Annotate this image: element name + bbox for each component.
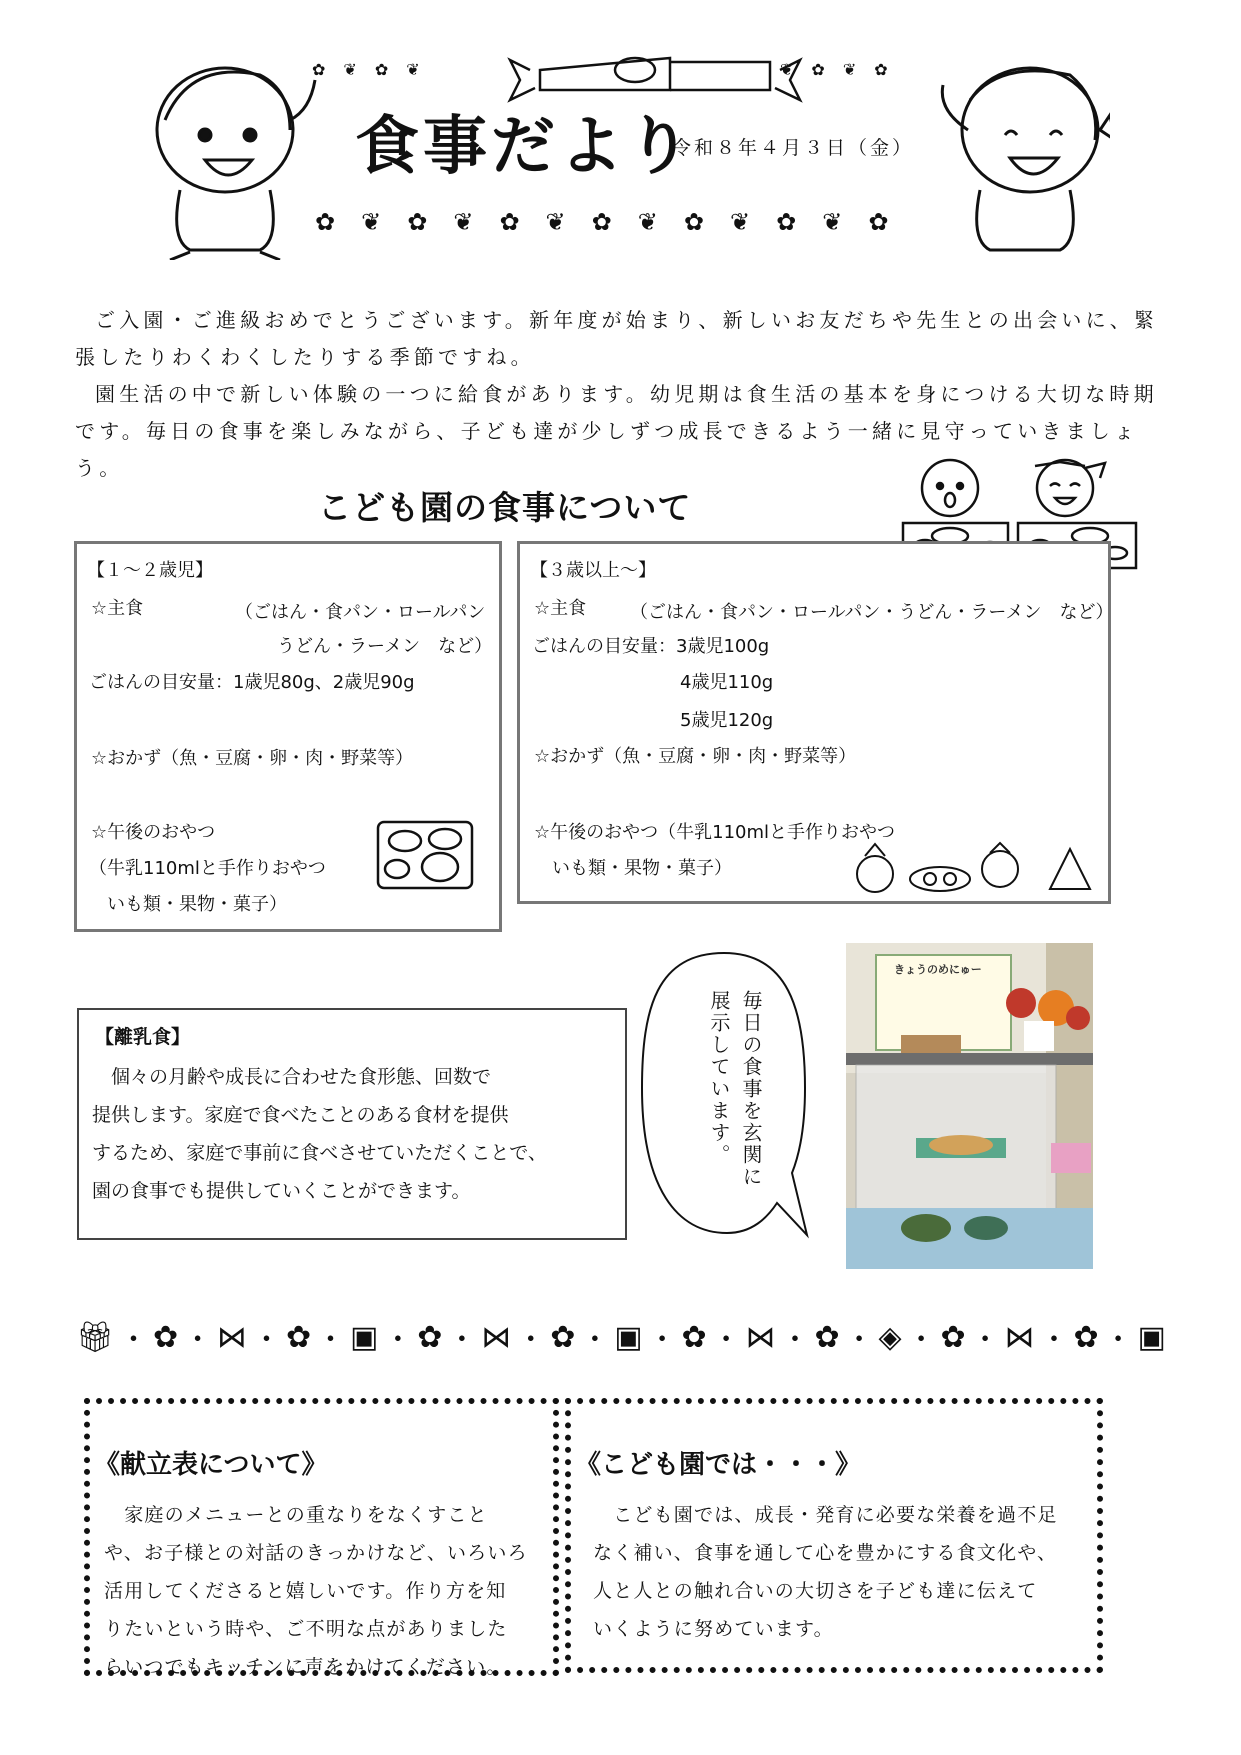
- menu-section-line: 家庭のメニューとの重なりをなくすこと: [104, 1504, 488, 1526]
- flower-icon: ✿: [811, 60, 825, 79]
- flower-icon: ✿: [940, 1319, 966, 1355]
- box-heading: 【１～２歳児】: [87, 560, 213, 581]
- leaf-icon: ❦: [729, 208, 751, 236]
- leaf-icon: ❦: [545, 208, 566, 236]
- leaf-icon: ❦: [406, 60, 420, 79]
- leaf-icon: ❦: [637, 208, 658, 236]
- intro-paragraph: 園生活の中で新しい体験の一つに給食があります。幼児期は食生活の基本を身につける大切な時期です。毎日の食事を楽しみながら、子ども達が少しずつ成長できるよう一緒に見守っていきましょう。: [75, 382, 1158, 480]
- kodomo-section-heading: 《こども園では・・・》: [575, 1450, 862, 1480]
- staple-note: （ごはん・食パン・ロールパン: [235, 602, 486, 623]
- kodomo-section-box: [565, 1398, 1103, 1673]
- flower-icon: ✿: [153, 1319, 179, 1355]
- kodomo-section-line: 人と人との触れ合いの大切さを子ども達に伝えて: [593, 1580, 1038, 1602]
- menu-sign: きょうのめにゅー: [894, 963, 982, 976]
- intro-paragraph: ご入園・ご進級おめでとうございます。新年度が始まり、新しいお友だちや先生との出会いに、緊張したりわくわくしたりする季節ですね。: [75, 308, 1159, 369]
- menu-section-line: りたいという時や、ご不明な点がありました: [104, 1618, 508, 1640]
- kodomo-section-text: [593, 1496, 1058, 1648]
- flower-row-top-right: [780, 60, 888, 79]
- display-case-photo: [846, 943, 1093, 1269]
- baby-food-box: [77, 1008, 627, 1240]
- child-right-illustration: [942, 68, 1110, 250]
- flower-icon: ✿: [814, 1319, 840, 1355]
- flower-icon: ✿: [683, 208, 704, 236]
- rice-amount: ごはんの目安量：3歳児100g: [532, 636, 770, 657]
- snack-note: （牛乳110mlと手作りおやつ: [89, 858, 326, 879]
- rice-amount: ごはんの目安量：1歳児80g、2歳児90g: [89, 672, 415, 693]
- leaf-icon: ❦: [343, 60, 357, 79]
- bow-icon: ⋈: [481, 1319, 512, 1355]
- flower-icon: ✿: [285, 1319, 312, 1355]
- baby-food-line: 提供します。家庭で食べたことのある食材を提供: [92, 1104, 509, 1126]
- decorative-divider: 🎁︎ ・ ✿ ・ ⋈ ・ ✿ ・ ▣ ・ ✿ ・ ⋈ ・ ✿ ・ ▣ ・ ✿ ・ ⋈ ・ ✿ ・ ◈ ・ ✿ ・ ⋈ ・ ✿ ・ ▣: [76, 1319, 1166, 1358]
- kodomo-section-line: こども園では、成長・発育に必要な栄養を過不足: [593, 1504, 1058, 1526]
- baby-food-line: 園の食事でも提供していくことができます。: [92, 1180, 471, 1202]
- baby-food-title: 【離乳食】: [95, 1026, 191, 1048]
- baby-food-text: [92, 1058, 547, 1210]
- snack-label: ☆午後のおやつ: [91, 822, 216, 843]
- gift-icon: ▣: [614, 1319, 643, 1355]
- flower-icon: ✿: [681, 1319, 707, 1355]
- flower-icon: ✿: [315, 208, 336, 236]
- bow-icon: ⋈: [745, 1319, 776, 1355]
- flower-icon: ✿: [868, 208, 889, 236]
- flower-icon: ✿: [591, 208, 612, 236]
- flower-row-bottom: [315, 208, 888, 236]
- gift-icon: 🎁︎: [76, 1319, 115, 1355]
- menu-section-line: や、お子様との対話のきっかけなど、いろいろ: [104, 1542, 528, 1564]
- baby-food-line: するため、家庭で事前に食べさせていただくことで、: [92, 1142, 547, 1164]
- gift-icon: ▣: [350, 1319, 379, 1355]
- snack-note: いも類・果物・菓子）: [552, 858, 732, 879]
- bubble-text-2: 展示しています。: [707, 990, 731, 1166]
- flower-icon: ✿: [1073, 1319, 1099, 1355]
- snack-note: いも類・果物・菓子）: [107, 894, 287, 915]
- staple-label: ☆主食: [534, 598, 587, 619]
- menu-section-line: らいつでもキッチンに声をかけてください。: [104, 1656, 507, 1678]
- section-title: こども園の食事について: [318, 488, 692, 527]
- flower-icon: ✿: [417, 1319, 443, 1355]
- flower-icon: ✿: [499, 208, 520, 236]
- bubble-text-1: 毎日の食事を玄関に: [739, 990, 763, 1188]
- flower-row-top: [312, 60, 420, 79]
- leaf-icon: ❦: [780, 60, 794, 79]
- leaf-icon: ❦: [842, 60, 857, 79]
- rice-amount-4: 4歳児110g: [680, 672, 774, 693]
- gift-icon: ▣: [1137, 1319, 1166, 1355]
- flower-icon: ✿: [374, 60, 389, 79]
- candy-icon: ◈: [878, 1319, 902, 1355]
- leaf-icon: ❦: [822, 208, 843, 236]
- flower-icon: ✿: [312, 60, 326, 79]
- speech-bubble: [637, 948, 812, 1245]
- flower-icon: ✿: [550, 1319, 576, 1355]
- bow-icon: ⋈: [1004, 1319, 1035, 1355]
- staple-note: うどん・ラーメン など）: [277, 636, 493, 657]
- older-meal-box: [517, 541, 1114, 904]
- rice-amount-5: 5歳児120g: [680, 710, 774, 731]
- menu-section-line: 活用してくださると嬉しいです。作り方を知: [104, 1580, 507, 1602]
- snack: ☆午後のおやつ（牛乳110mlと手作りおやつ: [534, 822, 896, 843]
- side-dish: ☆おかず（魚・豆腐・卵・肉・野菜等）: [91, 748, 414, 769]
- menu-section-box: [84, 1398, 559, 1676]
- page-title: 食事だより: [355, 110, 695, 184]
- staple-note: （ごはん・食パン・ロールパン・うどん・ラーメン など）: [630, 602, 1114, 623]
- display-photo-drawing: [846, 943, 1093, 1269]
- staple-label: ☆主食: [91, 598, 144, 619]
- side-dish: ☆おかず（魚・豆腐・卵・肉・野菜等）: [534, 746, 857, 767]
- kodomo-section-line: なく補い、食事を通して心を豊かにする食文化や、: [593, 1542, 1058, 1564]
- flower-icon: ✿: [874, 60, 888, 79]
- leaf-icon: ❦: [453, 208, 474, 236]
- ribbon-icon: [510, 58, 800, 100]
- bow-icon: ⋈: [217, 1319, 248, 1355]
- meal-tray-icon: [375, 819, 475, 891]
- issue-date: 令和８年４月３日（金）: [672, 137, 915, 159]
- flower-icon: ✿: [407, 208, 428, 236]
- flower-icon: ✿: [776, 208, 797, 236]
- child-left-illustration: [157, 68, 315, 260]
- baby-food-line: 個々の月齢や成長に合わせた食形態、回数で: [92, 1066, 492, 1088]
- menu-section-text: [104, 1496, 528, 1686]
- box-heading: 【３歳以上～】: [530, 560, 656, 581]
- menu-section-heading: 《献立表について》: [94, 1450, 328, 1480]
- infant-meal-box: [74, 541, 502, 932]
- kodomo-section-line: いくように努めています。: [593, 1618, 834, 1640]
- leaf-icon: ❦: [361, 208, 382, 236]
- vegetables-illustration: [850, 839, 1105, 899]
